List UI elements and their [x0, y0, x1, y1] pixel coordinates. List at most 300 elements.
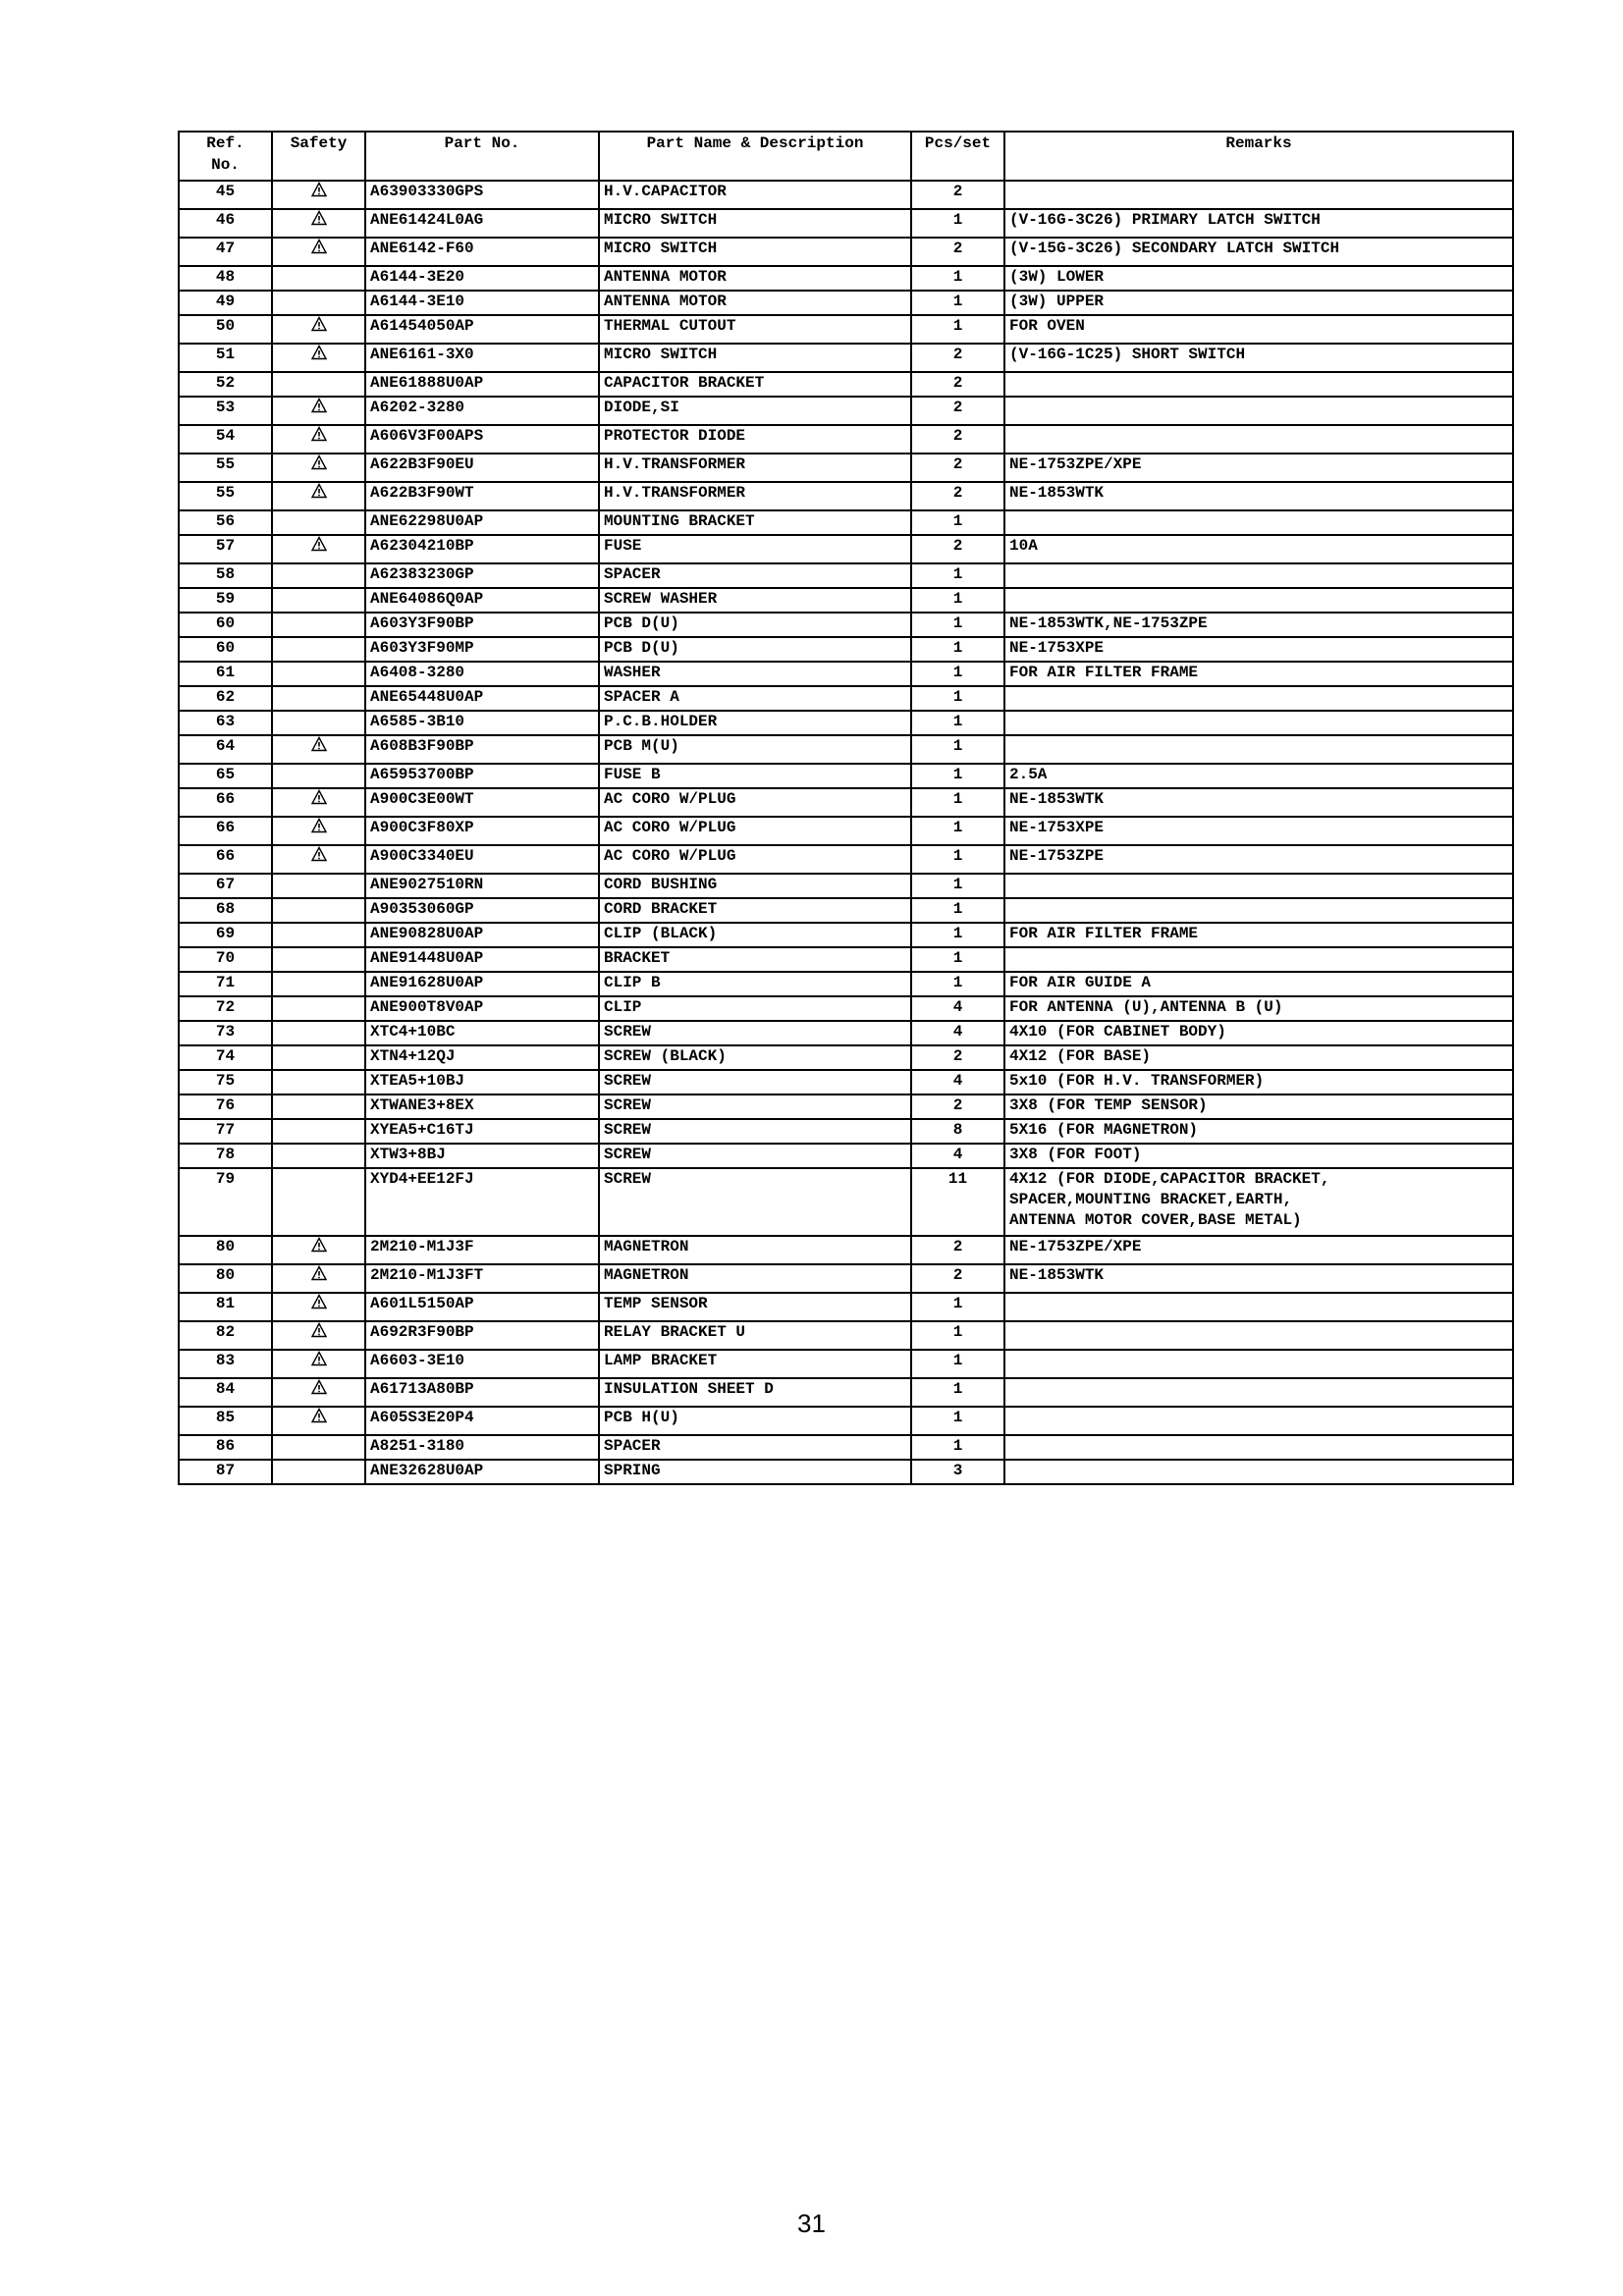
- warning-triangle-icon: [311, 182, 327, 197]
- safety-cell: [272, 1293, 365, 1321]
- remarks-cell: [1004, 735, 1513, 764]
- ref-no-cell: 85: [179, 1407, 272, 1435]
- table-row: [179, 344, 1513, 372]
- header-pcs-set: Pcs/set: [911, 132, 1004, 181]
- remarks-cell: [1004, 711, 1513, 735]
- part-name-cell: H.V.CAPACITOR: [599, 181, 911, 209]
- remarks-cell: [1004, 1460, 1513, 1484]
- table-row: [179, 845, 1513, 874]
- remarks-cell: NE-1753XPE: [1004, 817, 1513, 845]
- part-no-cell: A605S3E20P4: [365, 1407, 599, 1435]
- remarks-cell: [1004, 1407, 1513, 1435]
- part-no-cell: ANE6142-F60: [365, 238, 599, 266]
- part-name-cell: CORD BUSHING: [599, 874, 911, 898]
- table-row: [179, 1407, 1513, 1435]
- remarks-cell: [1004, 1293, 1513, 1321]
- ref-no-cell: 80: [179, 1264, 272, 1293]
- pcs-set-cell: 2: [911, 372, 1004, 397]
- pcs-set-cell: 2: [911, 482, 1004, 510]
- warning-triangle-icon: [311, 1265, 327, 1281]
- table-row: [179, 563, 1513, 588]
- remarks-cell: [1004, 181, 1513, 209]
- part-no-cell: A606V3F00APS: [365, 425, 599, 454]
- safety-cell: [272, 845, 365, 874]
- remarks-cell: [1004, 1321, 1513, 1350]
- safety-cell: [272, 372, 365, 397]
- table-row: [179, 482, 1513, 510]
- remarks-cell: 5X16 (FOR MAGNETRON): [1004, 1119, 1513, 1144]
- ref-no-cell: 66: [179, 788, 272, 817]
- table-row: [179, 535, 1513, 563]
- pcs-set-cell: 2: [911, 535, 1004, 563]
- table-row: [179, 181, 1513, 209]
- pcs-set-cell: 1: [911, 845, 1004, 874]
- table-row: [179, 662, 1513, 686]
- pcs-set-cell: 4: [911, 996, 1004, 1021]
- ref-no-cell: 84: [179, 1378, 272, 1407]
- part-name-cell: SCREW WASHER: [599, 588, 911, 613]
- ref-no-cell: 64: [179, 735, 272, 764]
- table-row: [179, 266, 1513, 291]
- part-no-cell: ANE61424L0AG: [365, 209, 599, 238]
- part-no-cell: ANE90828U0AP: [365, 923, 599, 947]
- part-no-cell: A603Y3F90MP: [365, 637, 599, 662]
- pcs-set-cell: 1: [911, 711, 1004, 735]
- table-row: [179, 1321, 1513, 1350]
- table-header-row: [179, 132, 1513, 181]
- part-no-cell: A6144-3E10: [365, 291, 599, 315]
- pcs-set-cell: 4: [911, 1021, 1004, 1045]
- safety-cell: [272, 1435, 365, 1460]
- part-no-cell: ANE32628U0AP: [365, 1460, 599, 1484]
- part-no-cell: ANE64086Q0AP: [365, 588, 599, 613]
- pcs-set-cell: 2: [911, 1264, 1004, 1293]
- pcs-set-cell: 2: [911, 454, 1004, 482]
- table-row: [179, 1144, 1513, 1168]
- table-row: [179, 764, 1513, 788]
- part-name-cell: PCB D(U): [599, 637, 911, 662]
- part-name-cell: TEMP SENSOR: [599, 1293, 911, 1321]
- pcs-set-cell: 2: [911, 1045, 1004, 1070]
- pcs-set-cell: 1: [911, 1350, 1004, 1378]
- warning-triangle-icon: [311, 789, 327, 805]
- warning-triangle-icon: [311, 736, 327, 752]
- parts-table-body: [179, 181, 1513, 1484]
- part-no-cell: A900C3F80XP: [365, 817, 599, 845]
- part-name-cell: MAGNETRON: [599, 1236, 911, 1264]
- part-no-cell: ANE62298U0AP: [365, 510, 599, 535]
- table-row: [179, 1045, 1513, 1070]
- safety-cell: [272, 1460, 365, 1484]
- ref-no-cell: 63: [179, 711, 272, 735]
- remarks-cell: [1004, 874, 1513, 898]
- warning-triangle-icon: [311, 454, 327, 470]
- table-row: [179, 613, 1513, 637]
- table-row: [179, 972, 1513, 996]
- safety-cell: [272, 454, 365, 482]
- safety-cell: [272, 291, 365, 315]
- safety-cell: [272, 563, 365, 588]
- remarks-cell: FOR AIR FILTER FRAME: [1004, 923, 1513, 947]
- ref-no-cell: 66: [179, 845, 272, 874]
- ref-no-cell: 73: [179, 1021, 272, 1045]
- part-no-cell: XTC4+10BC: [365, 1021, 599, 1045]
- ref-no-cell: 59: [179, 588, 272, 613]
- ref-no-cell: 79: [179, 1168, 272, 1236]
- table-row: [179, 1119, 1513, 1144]
- safety-cell: [272, 1168, 365, 1236]
- part-no-cell: ANE65448U0AP: [365, 686, 599, 711]
- header-safety: Safety: [272, 132, 365, 181]
- part-no-cell: XTWANE3+8EX: [365, 1095, 599, 1119]
- part-no-cell: A65953700BP: [365, 764, 599, 788]
- pcs-set-cell: 1: [911, 1293, 1004, 1321]
- pcs-set-cell: 1: [911, 563, 1004, 588]
- warning-triangle-icon: [311, 345, 327, 360]
- pcs-set-cell: 1: [911, 817, 1004, 845]
- warning-triangle-icon: [311, 210, 327, 226]
- safety-cell: [272, 510, 365, 535]
- pcs-set-cell: 2: [911, 1236, 1004, 1264]
- remarks-cell: NE-1753ZPE/XPE: [1004, 1236, 1513, 1264]
- ref-no-cell: 68: [179, 898, 272, 923]
- table-row: [179, 209, 1513, 238]
- part-name-cell: SCREW: [599, 1144, 911, 1168]
- ref-no-cell: 72: [179, 996, 272, 1021]
- part-name-cell: SPACER A: [599, 686, 911, 711]
- remarks-cell: NE-1853WTK: [1004, 482, 1513, 510]
- ref-no-cell: 50: [179, 315, 272, 344]
- remarks-cell: 4X10 (FOR CABINET BODY): [1004, 1021, 1513, 1045]
- part-name-cell: DIODE,SI: [599, 397, 911, 425]
- table-row: [179, 510, 1513, 535]
- table-row: [179, 397, 1513, 425]
- remarks-cell: FOR AIR FILTER FRAME: [1004, 662, 1513, 686]
- ref-no-cell: 76: [179, 1095, 272, 1119]
- part-no-cell: A62383230GP: [365, 563, 599, 588]
- ref-no-cell: 86: [179, 1435, 272, 1460]
- pcs-set-cell: 1: [911, 923, 1004, 947]
- remarks-cell: FOR ANTENNA (U),ANTENNA B (U): [1004, 996, 1513, 1021]
- part-name-cell: WASHER: [599, 662, 911, 686]
- part-name-cell: CLIP (BLACK): [599, 923, 911, 947]
- part-name-cell: SCREW: [599, 1070, 911, 1095]
- safety-cell: [272, 266, 365, 291]
- table-row: [179, 817, 1513, 845]
- table-row: [179, 898, 1513, 923]
- pcs-set-cell: 1: [911, 874, 1004, 898]
- pcs-set-cell: 1: [911, 637, 1004, 662]
- safety-cell: [272, 1095, 365, 1119]
- part-no-cell: ANE91448U0AP: [365, 947, 599, 972]
- part-name-cell: PCB D(U): [599, 613, 911, 637]
- ref-no-cell: 48: [179, 266, 272, 291]
- safety-cell: [272, 209, 365, 238]
- part-name-cell: SPACER: [599, 1435, 911, 1460]
- table-row: [179, 1168, 1513, 1236]
- pcs-set-cell: 1: [911, 788, 1004, 817]
- parts-list-table: [178, 131, 1514, 1485]
- table-row: [179, 1236, 1513, 1264]
- pcs-set-cell: 4: [911, 1070, 1004, 1095]
- part-no-cell: XTW3+8BJ: [365, 1144, 599, 1168]
- safety-cell: [272, 588, 365, 613]
- table-row: [179, 291, 1513, 315]
- part-no-cell: XYD4+EE12FJ: [365, 1168, 599, 1236]
- part-name-cell: SPRING: [599, 1460, 911, 1484]
- table-row: [179, 637, 1513, 662]
- safety-cell: [272, 344, 365, 372]
- pcs-set-cell: 1: [911, 1407, 1004, 1435]
- part-no-cell: A63903330GPS: [365, 181, 599, 209]
- table-row: [179, 1264, 1513, 1293]
- table-row: [179, 923, 1513, 947]
- pcs-set-cell: 4: [911, 1144, 1004, 1168]
- part-name-cell: LAMP BRACKET: [599, 1350, 911, 1378]
- pcs-set-cell: 8: [911, 1119, 1004, 1144]
- ref-no-cell: 52: [179, 372, 272, 397]
- warning-triangle-icon: [311, 846, 327, 862]
- part-name-cell: H.V.TRANSFORMER: [599, 482, 911, 510]
- part-name-cell: MICRO SWITCH: [599, 344, 911, 372]
- table-row: [179, 711, 1513, 735]
- ref-no-cell: 46: [179, 209, 272, 238]
- safety-cell: [272, 874, 365, 898]
- remarks-cell: 5x10 (FOR H.V. TRANSFORMER): [1004, 1070, 1513, 1095]
- remarks-cell: FOR OVEN: [1004, 315, 1513, 344]
- table-row: [179, 238, 1513, 266]
- pcs-set-cell: 2: [911, 344, 1004, 372]
- ref-no-cell: 83: [179, 1350, 272, 1378]
- ref-no-cell: 55: [179, 454, 272, 482]
- pcs-set-cell: 2: [911, 238, 1004, 266]
- safety-cell: [272, 1350, 365, 1378]
- pcs-set-cell: 1: [911, 291, 1004, 315]
- part-no-cell: A6202-3280: [365, 397, 599, 425]
- warning-triangle-icon: [311, 818, 327, 833]
- safety-cell: [272, 764, 365, 788]
- part-name-cell: CLIP: [599, 996, 911, 1021]
- warning-triangle-icon: [311, 398, 327, 413]
- table-row: [179, 1070, 1513, 1095]
- pcs-set-cell: 2: [911, 1095, 1004, 1119]
- pcs-set-cell: 2: [911, 397, 1004, 425]
- safety-cell: [272, 397, 365, 425]
- part-name-cell: PCB M(U): [599, 735, 911, 764]
- table-row: [179, 1460, 1513, 1484]
- remarks-cell: [1004, 947, 1513, 972]
- safety-cell: [272, 238, 365, 266]
- pcs-set-cell: 1: [911, 588, 1004, 613]
- remarks-cell: NE-1753ZPE/XPE: [1004, 454, 1513, 482]
- ref-no-cell: 57: [179, 535, 272, 563]
- table-row: [179, 454, 1513, 482]
- safety-cell: [272, 1021, 365, 1045]
- part-no-cell: A622B3F90EU: [365, 454, 599, 482]
- table-row: [179, 1095, 1513, 1119]
- remarks-cell: (3W) UPPER: [1004, 291, 1513, 315]
- warning-triangle-icon: [311, 483, 327, 499]
- remarks-cell: [1004, 510, 1513, 535]
- ref-no-cell: 54: [179, 425, 272, 454]
- safety-cell: [272, 1119, 365, 1144]
- pcs-set-cell: 1: [911, 315, 1004, 344]
- pcs-set-cell: 1: [911, 764, 1004, 788]
- safety-cell: [272, 1378, 365, 1407]
- table-row: [179, 1021, 1513, 1045]
- part-no-cell: A6408-3280: [365, 662, 599, 686]
- remarks-cell: 2.5A: [1004, 764, 1513, 788]
- pcs-set-cell: 1: [911, 1378, 1004, 1407]
- ref-no-cell: 75: [179, 1070, 272, 1095]
- table-row: [179, 425, 1513, 454]
- header-part-name: Part Name & Description: [599, 132, 911, 181]
- part-name-cell: MAGNETRON: [599, 1264, 911, 1293]
- safety-cell: [272, 425, 365, 454]
- ref-no-cell: 51: [179, 344, 272, 372]
- part-name-cell: RELAY BRACKET U: [599, 1321, 911, 1350]
- remarks-cell: NE-1853WTK: [1004, 1264, 1513, 1293]
- safety-cell: [272, 947, 365, 972]
- part-name-cell: ANTENNA MOTOR: [599, 266, 911, 291]
- ref-no-cell: 66: [179, 817, 272, 845]
- part-no-cell: A608B3F90BP: [365, 735, 599, 764]
- part-no-cell: A900C3E00WT: [365, 788, 599, 817]
- table-row: [179, 947, 1513, 972]
- ref-no-cell: 74: [179, 1045, 272, 1070]
- pcs-set-cell: 3: [911, 1460, 1004, 1484]
- part-no-cell: A601L5150AP: [365, 1293, 599, 1321]
- pcs-set-cell: 1: [911, 266, 1004, 291]
- part-no-cell: A692R3F90BP: [365, 1321, 599, 1350]
- part-name-cell: SPACER: [599, 563, 911, 588]
- part-no-cell: A900C3340EU: [365, 845, 599, 874]
- pcs-set-cell: 1: [911, 686, 1004, 711]
- part-name-cell: BRACKET: [599, 947, 911, 972]
- remarks-cell: (V-15G-3C26) SECONDARY LATCH SWITCH: [1004, 238, 1513, 266]
- warning-triangle-icon: [311, 1322, 327, 1338]
- part-name-cell: MICRO SWITCH: [599, 238, 911, 266]
- part-no-cell: A61713A80BP: [365, 1378, 599, 1407]
- part-name-cell: AC CORO W/PLUG: [599, 788, 911, 817]
- part-no-cell: A6585-3B10: [365, 711, 599, 735]
- part-no-cell: ANE61888U0AP: [365, 372, 599, 397]
- pcs-set-cell: 1: [911, 947, 1004, 972]
- part-name-cell: SCREW: [599, 1119, 911, 1144]
- safety-cell: [272, 1236, 365, 1264]
- part-name-cell: MICRO SWITCH: [599, 209, 911, 238]
- remarks-cell: [1004, 397, 1513, 425]
- safety-cell: [272, 482, 365, 510]
- ref-no-cell: 47: [179, 238, 272, 266]
- warning-triangle-icon: [311, 536, 327, 552]
- safety-cell: [272, 735, 365, 764]
- ref-no-cell: 77: [179, 1119, 272, 1144]
- table-row: [179, 372, 1513, 397]
- header-ref-no: Ref. No.: [179, 132, 272, 181]
- part-name-cell: P.C.B.HOLDER: [599, 711, 911, 735]
- ref-no-cell: 67: [179, 874, 272, 898]
- part-name-cell: FUSE: [599, 535, 911, 563]
- table-row: [179, 735, 1513, 764]
- header-remarks: Remarks: [1004, 132, 1513, 181]
- part-name-cell: AC CORO W/PLUG: [599, 845, 911, 874]
- safety-cell: [272, 898, 365, 923]
- warning-triangle-icon: [311, 1294, 327, 1309]
- warning-triangle-icon: [311, 316, 327, 332]
- remarks-cell: [1004, 588, 1513, 613]
- ref-no-cell: 60: [179, 637, 272, 662]
- part-name-cell: THERMAL CUTOUT: [599, 315, 911, 344]
- part-no-cell: XYEA5+C16TJ: [365, 1119, 599, 1144]
- ref-no-cell: 78: [179, 1144, 272, 1168]
- safety-cell: [272, 637, 365, 662]
- part-no-cell: A6144-3E20: [365, 266, 599, 291]
- ref-no-cell: 81: [179, 1293, 272, 1321]
- part-name-cell: CAPACITOR BRACKET: [599, 372, 911, 397]
- remarks-cell: 3X8 (FOR TEMP SENSOR): [1004, 1095, 1513, 1119]
- safety-cell: [272, 972, 365, 996]
- pcs-set-cell: 1: [911, 1435, 1004, 1460]
- pcs-set-cell: 2: [911, 425, 1004, 454]
- table-row: [179, 315, 1513, 344]
- safety-cell: [272, 1264, 365, 1293]
- ref-no-cell: 45: [179, 181, 272, 209]
- safety-cell: [272, 1070, 365, 1095]
- remarks-cell: (V-16G-3C26) PRIMARY LATCH SWITCH: [1004, 209, 1513, 238]
- remarks-cell: [1004, 1350, 1513, 1378]
- ref-no-cell: 53: [179, 397, 272, 425]
- part-name-cell: MOUNTING BRACKET: [599, 510, 911, 535]
- pcs-set-cell: 1: [911, 735, 1004, 764]
- part-no-cell: XTN4+12QJ: [365, 1045, 599, 1070]
- pcs-set-cell: 1: [911, 613, 1004, 637]
- table-row: [179, 996, 1513, 1021]
- safety-cell: [272, 181, 365, 209]
- part-no-cell: A622B3F90WT: [365, 482, 599, 510]
- part-no-cell: ANE6161-3X0: [365, 344, 599, 372]
- table-row: [179, 1378, 1513, 1407]
- part-no-cell: A8251-3180: [365, 1435, 599, 1460]
- remarks-cell: NE-1853WTK,NE-1753ZPE: [1004, 613, 1513, 637]
- table-row: [179, 788, 1513, 817]
- part-no-cell: ANE91628U0AP: [365, 972, 599, 996]
- safety-cell: [272, 315, 365, 344]
- ref-no-cell: 82: [179, 1321, 272, 1350]
- ref-no-cell: 61: [179, 662, 272, 686]
- part-no-cell: 2M210-M1J3FT: [365, 1264, 599, 1293]
- pcs-set-cell: 11: [911, 1168, 1004, 1236]
- warning-triangle-icon: [311, 1408, 327, 1423]
- part-name-cell: FUSE B: [599, 764, 911, 788]
- ref-no-cell: 69: [179, 923, 272, 947]
- part-name-cell: H.V.TRANSFORMER: [599, 454, 911, 482]
- ref-no-cell: 65: [179, 764, 272, 788]
- safety-cell: [272, 1321, 365, 1350]
- remarks-cell: [1004, 1378, 1513, 1407]
- part-name-cell: CORD BRACKET: [599, 898, 911, 923]
- warning-triangle-icon: [311, 239, 327, 254]
- remarks-cell: (3W) LOWER: [1004, 266, 1513, 291]
- part-name-cell: SCREW: [599, 1168, 911, 1236]
- part-no-cell: ANE9027510RN: [365, 874, 599, 898]
- table-row: [179, 874, 1513, 898]
- safety-cell: [272, 613, 365, 637]
- part-name-cell: SCREW: [599, 1095, 911, 1119]
- remarks-cell: [1004, 425, 1513, 454]
- remarks-cell: [1004, 898, 1513, 923]
- part-name-cell: SCREW (BLACK): [599, 1045, 911, 1070]
